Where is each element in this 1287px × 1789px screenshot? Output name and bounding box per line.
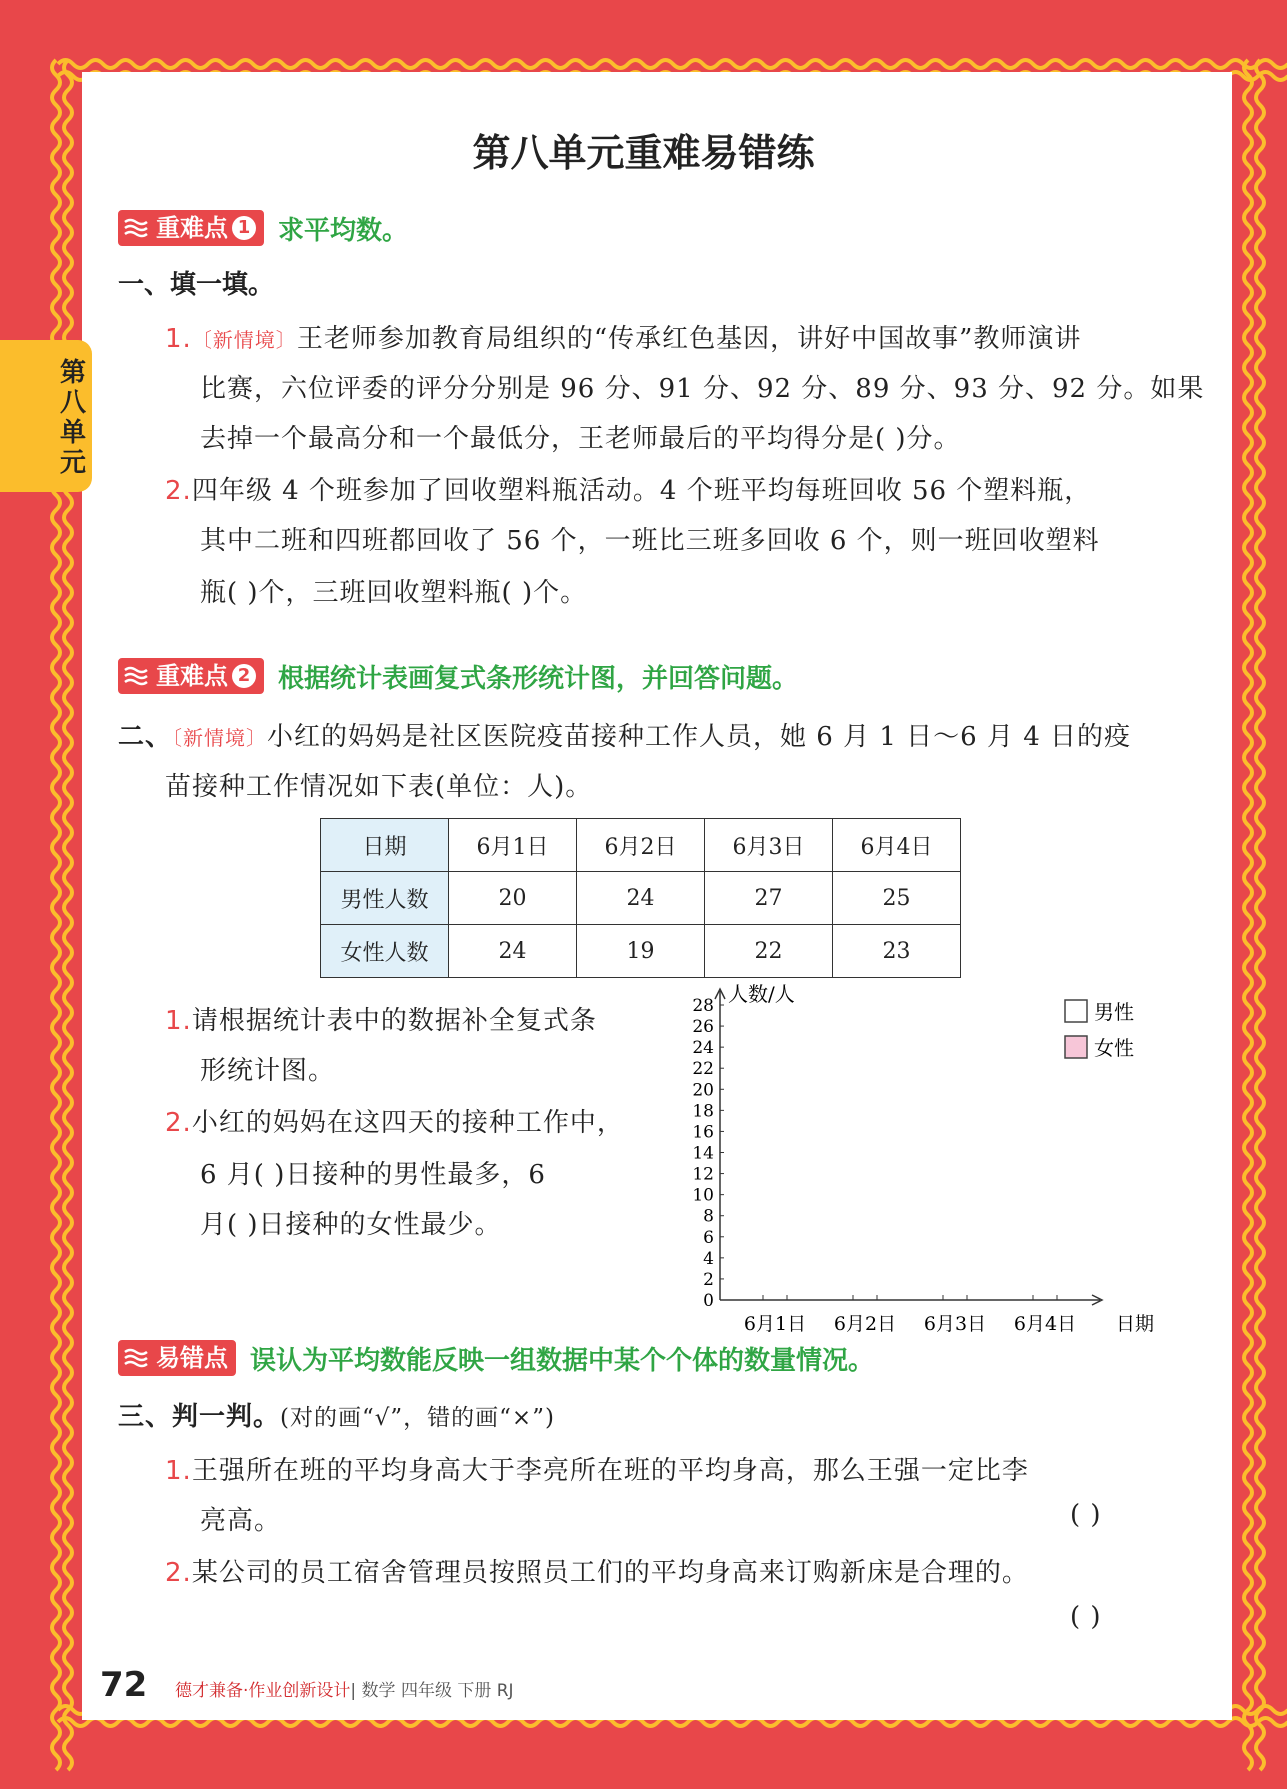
- answer-paren[interactable]: ( ): [1070, 1500, 1102, 1530]
- vaccination-table: [320, 818, 961, 978]
- key-point-label: 重难点: [156, 662, 228, 690]
- answer-paren[interactable]: ( ): [1070, 1602, 1102, 1632]
- legend-swatch: [1065, 1000, 1087, 1022]
- page-number: 72: [100, 1665, 148, 1705]
- x-tick-label: 6月3日: [923, 1313, 987, 1335]
- table-cell: 25: [833, 872, 961, 925]
- error-point-label: 易错点: [156, 1344, 228, 1372]
- y-tick-label: 6: [703, 1227, 714, 1248]
- table-header-cell: 日期: [321, 819, 449, 872]
- unit-side-tab-label: 第八单元: [59, 358, 86, 478]
- wave-lines-icon: [120, 660, 152, 692]
- wavy-border-right: [1228, 60, 1278, 1740]
- table-cell: 20: [449, 872, 577, 925]
- new-context-hint: 〔新情境〕: [172, 726, 268, 750]
- s1-q1-line2: 比赛，六位评委的评分分别是 96 分、91 分、92 分、89 分、93 分、92 分。如果: [200, 374, 1205, 404]
- table-cell: 24: [577, 872, 705, 925]
- key-point-number: 1: [232, 216, 256, 240]
- y-tick-label: 20: [692, 1080, 714, 1101]
- table-header-cell: 6月2日: [577, 819, 705, 872]
- table-header-cell: 6月3日: [705, 819, 833, 872]
- footer-text: [175, 1676, 514, 1701]
- legend-label: 女性: [1094, 1036, 1134, 1060]
- s1-q2-line3: 瓶( )个，三班回收塑料瓶( )个。: [200, 578, 588, 608]
- x-tick-label: 6月1日: [743, 1313, 807, 1335]
- s2-intro-line1: [118, 716, 1131, 753]
- s2-q2-line1: [165, 1102, 624, 1139]
- key-point-2-tag: [118, 658, 798, 694]
- table-header-row: [321, 819, 961, 872]
- question-number: 1.: [165, 1006, 192, 1036]
- key-point-description: 求平均数。: [278, 215, 409, 246]
- question-text: 四年级 4 个班参加了回收塑料瓶活动。4 个班平均每班回收 56 个塑料瓶，: [191, 476, 1092, 506]
- table-cell: 24: [449, 925, 577, 978]
- question-number: 2.: [165, 1558, 192, 1588]
- y-tick-label: 22: [692, 1059, 714, 1080]
- s2-q2-line3: 月( )日接种的女性最少。: [200, 1210, 502, 1240]
- s2-intro-line2: 苗接种工作情况如下表(单位：人)。: [165, 772, 593, 802]
- s2-q1-line1: [165, 1000, 597, 1037]
- table-cell: 23: [833, 925, 961, 978]
- s1-q1-line3: 去掉一个最高分和一个最低分，王老师最后的平均得分是( )分。: [200, 424, 961, 454]
- s1-q1-line1: [165, 318, 1081, 355]
- y-tick-label: 14: [692, 1143, 714, 1164]
- y-tick-label: 26: [692, 1017, 714, 1038]
- x-axis-label: 日期: [1116, 1313, 1155, 1335]
- section-3-instruction: (对的画“√”，错的画“×”): [280, 1405, 555, 1431]
- question-number: 1.: [165, 1456, 192, 1486]
- s3-q2-line1: [165, 1552, 1029, 1589]
- table-row-label: 女性人数: [321, 925, 449, 978]
- bar-chart-blank: [680, 982, 1155, 1340]
- page-title: 第八单元重难易错练: [472, 131, 815, 175]
- question-text: 某公司的员工宿舍管理员按照员工们的平均身高来订购新床是合理的。: [191, 1558, 1029, 1588]
- section-1-heading: 一、填一填。: [118, 270, 275, 300]
- legend-label: 男性: [1094, 1000, 1134, 1024]
- y-tick-label: 12: [692, 1164, 714, 1185]
- key-point-1-tag: [118, 210, 408, 246]
- question-text: 王强所在班的平均身高大于李亮所在班的平均身高，那么王强一定比李: [191, 1456, 1029, 1486]
- y-tick-label: 2: [703, 1269, 714, 1290]
- legend-swatch: [1065, 1036, 1087, 1058]
- s3-q1-line2: 亮高。: [200, 1506, 282, 1536]
- x-tick-label: 6月4日: [1013, 1313, 1077, 1335]
- y-tick-label: 8: [703, 1206, 714, 1227]
- y-tick-label: 18: [692, 1101, 714, 1122]
- section-3-heading: 三、判一判。: [118, 1402, 281, 1432]
- s1-q2-line1: [165, 470, 1091, 507]
- table-row: [321, 872, 961, 925]
- footer-brand: 德才兼备·作业创新设计: [175, 1681, 351, 1701]
- s2-q2-line2: 6 月( )日接种的男性最多，6: [200, 1160, 546, 1190]
- table-cell: 27: [705, 872, 833, 925]
- question-number: 2.: [165, 476, 192, 506]
- s2-q1-line2: 形统计图。: [200, 1056, 336, 1086]
- table-row-label: 男性人数: [321, 872, 449, 925]
- question-text: 请根据统计表中的数据补全复式条: [191, 1006, 597, 1036]
- table-cell: 19: [577, 925, 705, 978]
- y-axis-label: 人数/人: [728, 982, 795, 1006]
- intro-text: 小红的妈妈是社区医院疫苗接种工作人员，她 6 月 1 日～6 月 4 日的疫: [267, 722, 1132, 752]
- footer-meta: | 数学 四年级 下册 RJ: [350, 1681, 514, 1701]
- s3-q1-line1: [165, 1450, 1029, 1487]
- y-tick-label: 0: [703, 1291, 714, 1311]
- y-tick-label: 16: [692, 1122, 714, 1143]
- table-cell: 22: [705, 925, 833, 978]
- s1-q2-line2: 其中二班和四班都回收了 56 个，一班比三班多回收 6 个，则一班回收塑料: [200, 526, 1100, 556]
- question-text: 小红的妈妈在这四天的接种工作中，: [191, 1108, 624, 1138]
- y-tick-label: 24: [692, 1038, 714, 1059]
- key-point-number: 2: [232, 664, 256, 688]
- error-point-tag: [118, 1340, 874, 1376]
- section-2-heading: 二、: [118, 722, 173, 752]
- question-text: 王老师参加教育局组织的“传承红色基因，讲好中国故事”教师演讲: [296, 324, 1082, 354]
- wave-lines-icon: [120, 1342, 152, 1374]
- y-tick-label: 10: [692, 1185, 714, 1206]
- question-number: 2.: [165, 1108, 192, 1138]
- wave-lines-icon: [120, 212, 152, 244]
- section-3-heading-line: [118, 1396, 555, 1433]
- error-point-description: 误认为平均数能反映一组数据中某个个体的数量情况。: [250, 1345, 875, 1376]
- wavy-border-left: [38, 60, 88, 1740]
- new-context-hint: 〔新情境〕: [191, 328, 297, 352]
- key-point-label: 重难点: [156, 214, 228, 242]
- table-header-cell: 6月1日: [449, 819, 577, 872]
- y-tick-label: 4: [703, 1248, 714, 1269]
- table-row: [321, 925, 961, 978]
- key-point-description: 根据统计表画复式条形统计图，并回答问题。: [278, 663, 799, 694]
- question-number: 1.: [165, 324, 192, 354]
- table-header-cell: 6月4日: [833, 819, 961, 872]
- y-tick-label: 28: [692, 996, 714, 1016]
- x-tick-label: 6月2日: [833, 1313, 897, 1335]
